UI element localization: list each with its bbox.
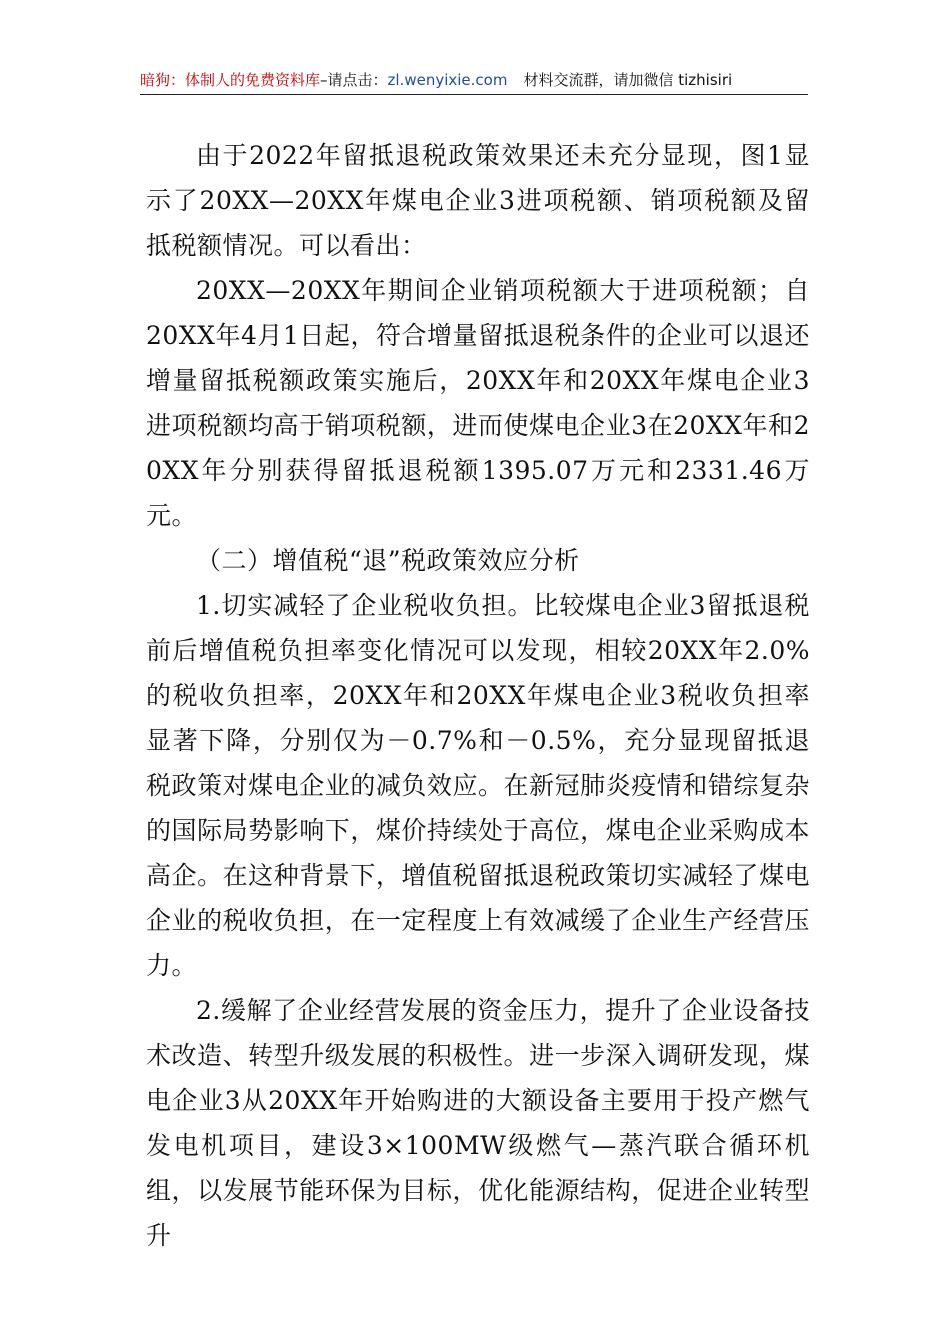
paragraph-intro: 由于2022年留抵退税政策效果还未充分显现，图1显示了20XX—20XX年煤电企业3进项税额、销项税额及留抵税额情况。可以看出：: [146, 141, 810, 260]
paragraph-tax-comparison: 20XX—20XX年期间企业销项税额大于进项税额；自20XX年4月1日起，符合增量留抵退税条件的企业可以退还增量留抵税额政策实施后，20XX年和20XX年煤电企业3进项税额均高于销项税额，进而使煤电企业3在20XX年和20XX年分别获得留抵退税额1395.07万元和2331.46万元。: [146, 276, 810, 530]
paragraph-capital-pressure: 2.缓解了企业经营发展的资金压力，提升了企业设备技术改造、转型升级发展的积极性。进一步深入调研发现，煤电企业3从20XX年开始购进的大额设备主要用于投产燃气发电机项目，建设3×100MW级燃气—蒸汽联合循环机组，以发展节能环保为目标，优化能源结构，促进企业转型升: [146, 996, 810, 1250]
document-body: [146, 133, 810, 1258]
header-wechat-note: 材料交流群，请加微信 tizhisiri: [523, 71, 733, 89]
section-heading: （二）增值税“退”税政策效应分析: [196, 546, 580, 575]
header-click-prompt: –请点击：: [320, 71, 388, 89]
page-header: [140, 70, 808, 95]
header-site-name: 暗狗：体制人的免费资料库: [140, 71, 321, 89]
header-url-link[interactable]: zl.wenyixie.com: [387, 71, 508, 89]
paragraph-tax-burden: 1.切实减轻了企业税收负担。比较煤电企业3留抵退税前后增值税负担率变化情况可以发现，相较20XX年2.0%的税收负担率，20XX年和20XX年煤电企业3税收负担率显著下降，分别仅为－0.7%和－0.5%，充分显现留抵退税政策对煤电企业的减负效应。在新冠肺炎疫情和错综复杂的国际局势影响下，煤价持续处于高位，煤电企业采购成本高企。在这种背景下，增值税留抵退税政策切实减轻了煤电企业的税收负担，在一定程度上有效减缓了企业生产经营压力。: [146, 591, 810, 980]
